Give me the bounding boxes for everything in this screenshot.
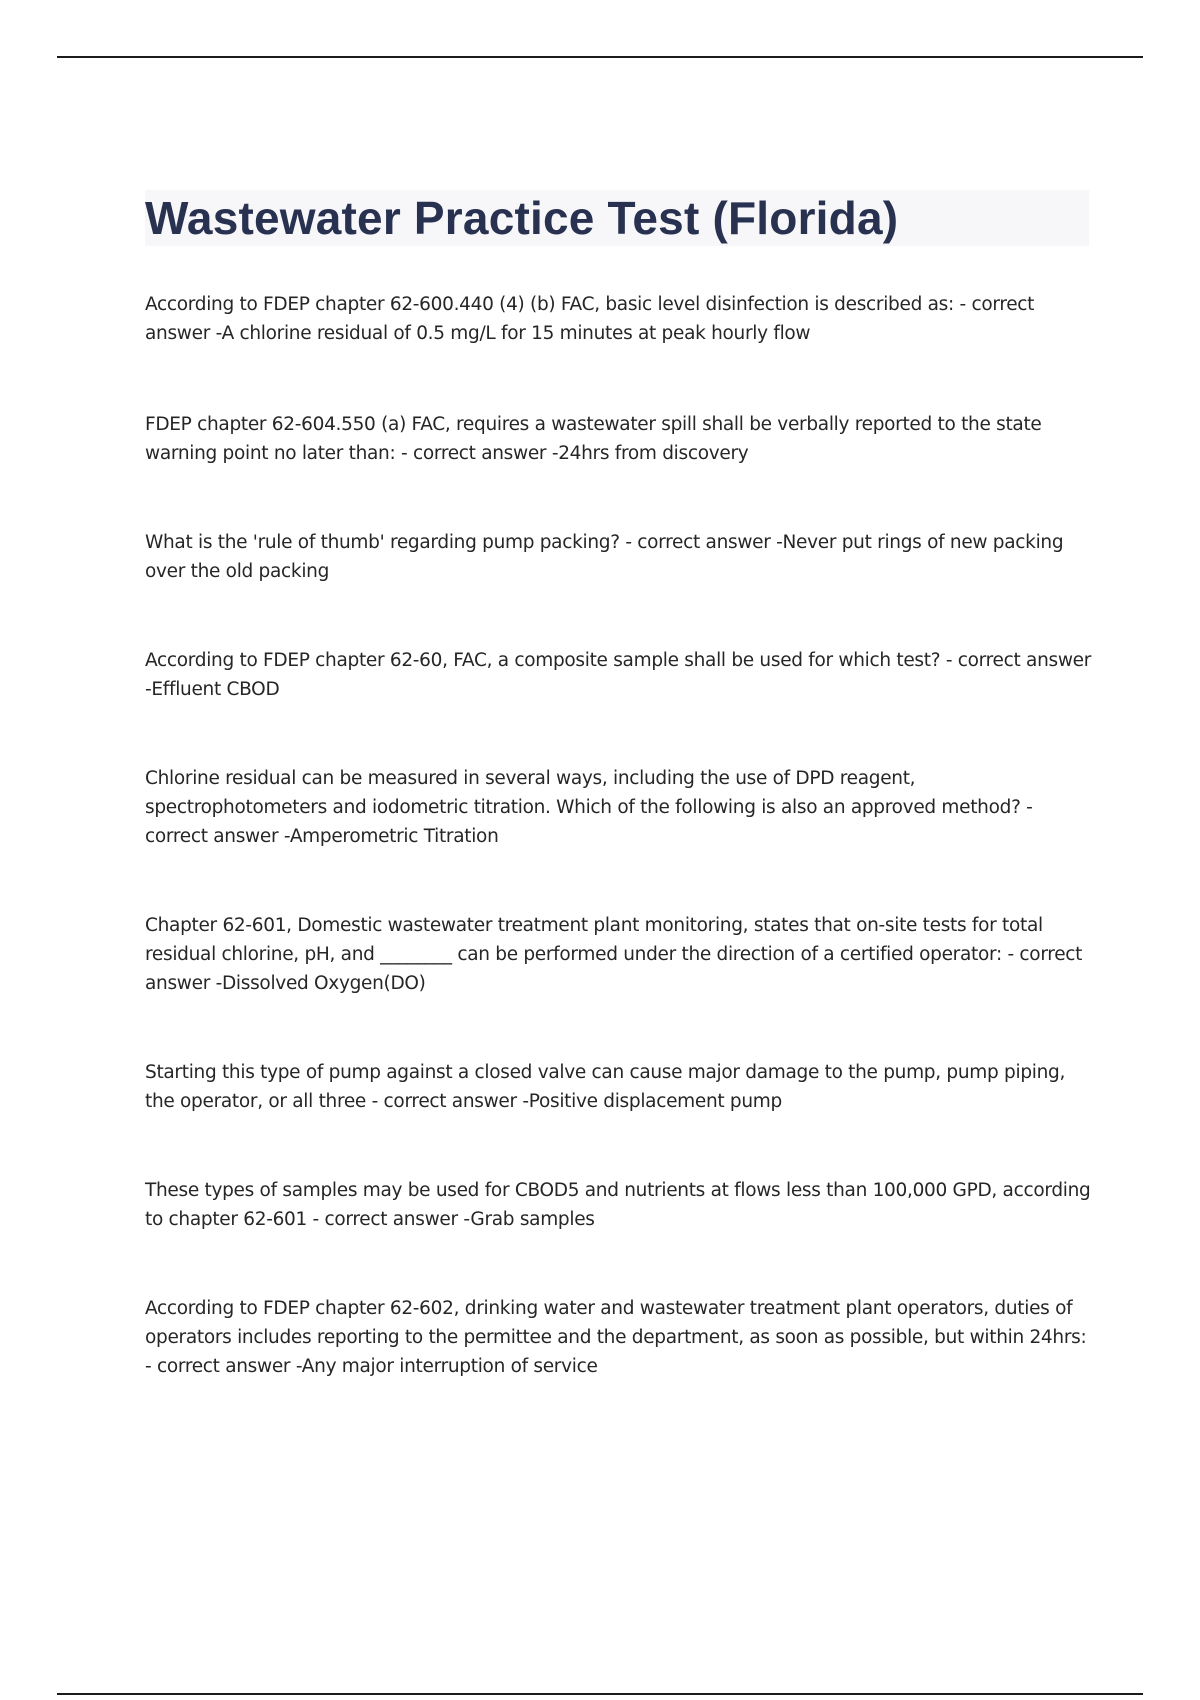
question-item: According to FDEP chapter 62-60, FAC, a composite sample shall be used for which test? - correct answer -Effluent CBOD [145,650,1092,700]
question-item: Starting this type of pump against a closed valve can cause major damage to the pump, pump piping, the operator, or all three - correct answer -Positive displacement pump [145,1062,1066,1112]
question-item: FDEP chapter 62-604.550 (a) FAC, requires a wastewater spill shall be verbally reported to the state warning point no later than: - correct answer -24hrs from discovery [145,414,1042,464]
question-item: What is the 'rule of thumb' regarding pump packing? - correct answer -Never put rings of new packing over the old packing [145,532,1064,582]
question-list [145,290,1095,1441]
question-item: Chlorine residual can be measured in several ways, including the use of DPD reagent, spectrophotometers and iodometric titration. Which of the following is also an approved method? - correct answer -Amperometric Titration [145,768,1033,847]
bottom-divider [57,1693,1143,1695]
question-item: These types of samples may be used for CBOD5 and nutrients at flows less than 100,000 GPD, according to chapter 62-601 - correct answer -Grab samples [145,1180,1091,1230]
question-item: According to FDEP chapter 62-602, drinking water and wastewater treatment plant operators, duties of operators includes reporting to the permittee and the department, as soon as possible, but within 24hrs: - correct answer -Any major interruption of service [145,1298,1087,1377]
question-item: Chapter 62-601, Domestic wastewater treatment plant monitoring, states that on-site tests for total residual chlorine, pH, and ________ can be performed under the direction of a certified operator: - correct answer -Dissolved Oxygen(DO) [145,915,1083,994]
page-title: Wastewater Practice Test (Florida) [145,192,899,244]
question-item: According to FDEP chapter 62-600.440 (4) (b) FAC, basic level disinfection is described as: - correct answer -A chlorine residual of 0.5 mg/L for 15 minutes at peak hourly flow [145,294,1035,344]
top-divider [57,56,1143,58]
